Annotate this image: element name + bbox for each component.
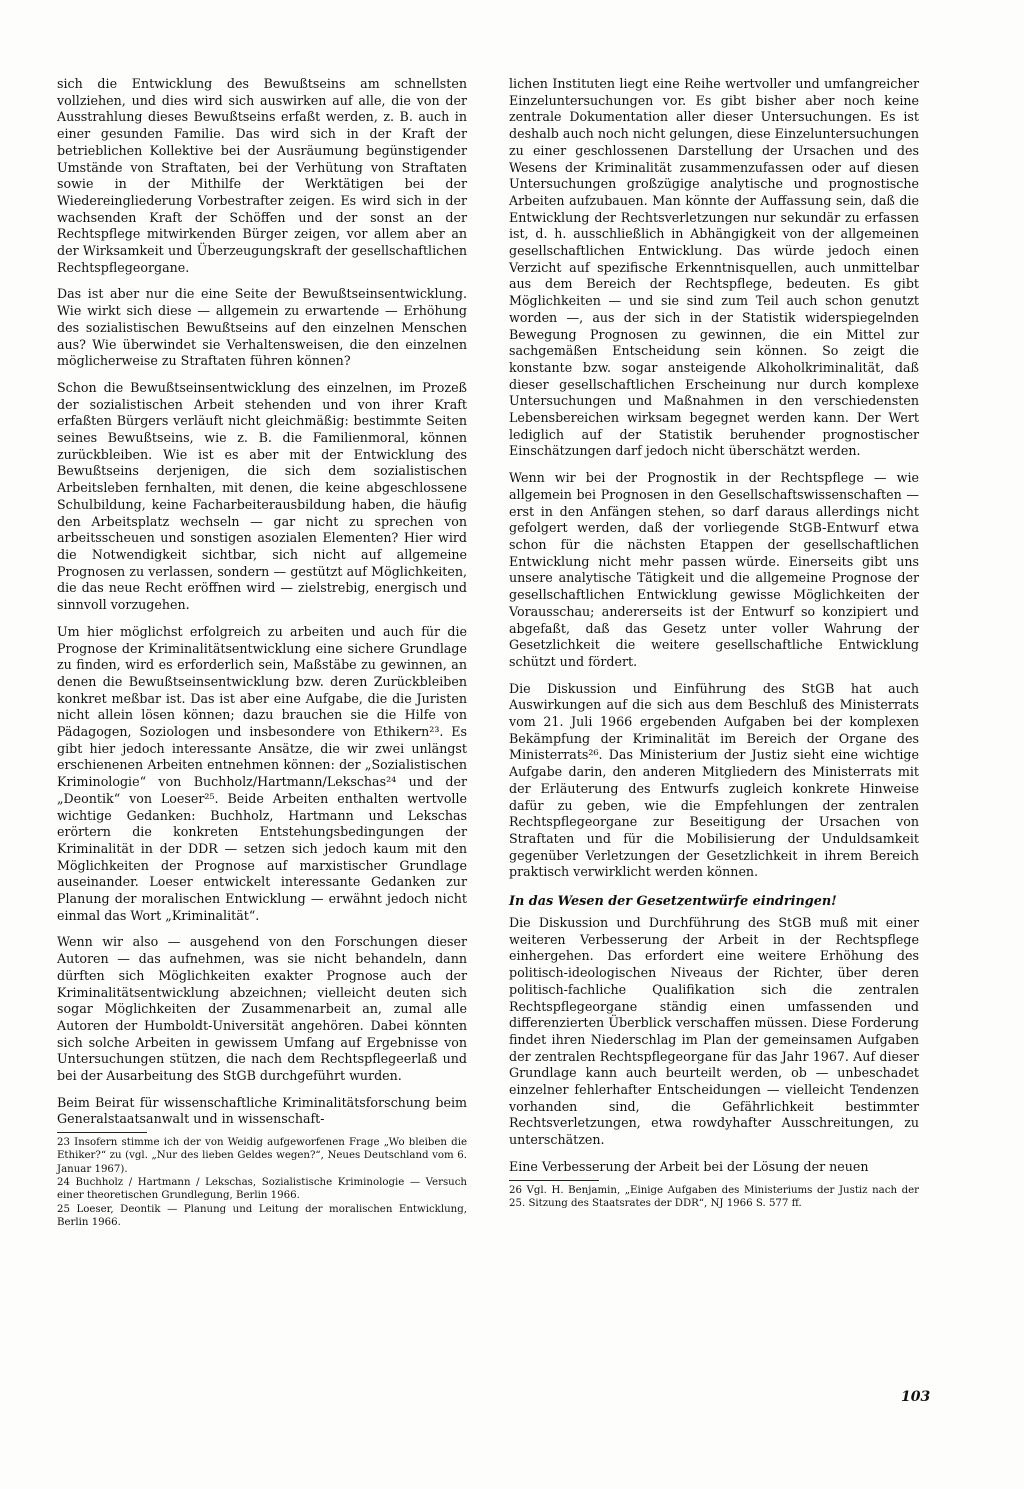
footnote: 23 Insofern stimme ich der von Weidig aufgeworfenen Frage „Wo bleiben die Ethiker?“ zu (vgl. „Nur des lieben Geldes wegen?“, Neues Deutschland vom 6. Januar 1967). (57, 1137, 467, 1175)
footnote: 26 Vgl. H. Benjamin, „Einige Aufgaben des Ministeriums der Justiz nach der 25. Sitzung des Staatsrates der DDR“, NJ 1966 S. 577 ff. (509, 1184, 919, 1209)
body-paragraph: Beim Beirat für wissenschaftliche Kriminalitätsforschung beim Generalstaatsanwalt und in wissenschaft- (57, 1094, 467, 1127)
body-paragraph: lichen Instituten liegt eine Reihe wertvoller und umfangreicher Einzeluntersuchungen vor. Es gibt bisher aber noch keine zentrale Dokumentation aller dieser Untersuchungen. Es ist deshalb auch noch nicht gelungen, diese Einzeluntersuchungen zu einer geschlossenen Darstellung der Ursachen und des Wesens der Kriminalität zusammenzufassen oder auf diesen Untersuchungen großzügige analytische und prognostische Arbeiten aufzubauen. Man könnte der Auffassung sein, daß die Entwicklung der Rechtsverletzungen nur sekundär zu erfassen ist, d. h. ausschließlich in Abhängigkeit von der allgemeinen gesellschaftlichen Entwicklung. Das würde jedoch einen Verzicht auf spezifische Erkenntnisquellen, auch unmittelbar aus dem Bereich der Rechtspflege, bedeuten. Es gibt Möglichkeiten — und sie sind zum Teil auch schon genutzt worden —, aus der sich in der Statistik widerspiegelnden Bewegung Prognosen zu gewinnen, die ein Mittel zur sachgemäßen Entscheidung sein können. So zeigt die konstante bzw. sogar ansteigende Alkoholkriminalität, daß dieser gesellschaftlichen Erscheinung nur durch komplexe Untersuchungen und Maßnahmen in den verschiedensten Lebensbereichen wirksam begegnet werden kann. Der Wert lediglich auf der Statistik beruhender prognostischer Einschätzungen darf jedoch nicht überschätzt werden. (509, 76, 919, 459)
body-paragraph: Schon die Bewußtseinsentwicklung des einzelnen, im Prozeß der sozialistischen Arbeit stehenden und von ihrer Kraft erfaßten Bürgers verläuft nicht gleichmäßig: bestimmte Seiten seines Bewußtseins, wie z. B. die Familienmoral, können zurückbleiben. Wie ist es aber mit der Entwicklung des Bewußtseins derjenigen, die sich dem sozialistischen Arbeitsleben fernhalten, mit denen, die keine abgeschlossene Schulbildung, keine Facharbeiterausbildung haben, die häufig den Arbeitsplatz wechseln — gar nicht zu sprechen von arbeitsscheuen und sonstigen asozialen Elementen? Hier wird die Notwendigkeit sichtbar, sich nicht auf allgemeine Prognosen zu verlassen, sondern — gestützt auf Möglichkeiten, die das neue Recht eröffnen wird — zielstrebig, energisch und sinnvoll vorzugehen. (57, 379, 467, 613)
body-paragraph: Die Diskussion und Durchführung des StGB muß mit einer weiteren Verbesserung der Arbeit in der Rechtspflege einhergehen. Das erfordert eine weitere Erhöhung des politisch-ideologischen Niveaus der Richter, über deren politisch-fachliche Qualifikation sich die zentralen Rechtspflegeorgane ständig einen umfassenden und differenzierten Überblick verschaffen müssen. Diese Forderung findet ihren Niederschlag im Plan der gemeinsamen Aufgaben der zentralen Rechtspflegeorgane für das Jahr 1967. Auf dieser Grundlage kann auch beurteilt werden, ob — unbeschadet einzelner fehlerhafter Entscheidungen — vielleicht Tendenzen vorhanden sind, die Gefährlichkeit bestimmter Rechtsverletzungen, etwa rowdyhafter Ausschreitungen, zu unterschätzen. (509, 915, 919, 1148)
right-column (509, 76, 919, 1210)
footnote: 24 Buchholz / Hartmann / Lekschas, Sozialistische Kriminologie — Versuch einer theoretischen Grundlegung, Berlin 1966. (57, 1177, 467, 1202)
body-paragraph: Um hier möglichst erfolgreich zu arbeiten und auch für die Prognose der Kriminalitätsentwicklung eine sichere Grundlage zu finden, wird es erforderlich sein, Maßstäbe zu gewinnen, an denen die Bewußtseinsentwicklung bzw. deren Zurückbleiben konkret meßbar ist. Das ist aber eine Aufgabe, die die Juristen nicht allein lösen können; dazu brauchen sie die Hilfe von Pädagogen, Soziologen und insbesondere von Ethikern²³. Es gibt hier jedoch interessante Ansätze, die wir zwei unlängst erschienenen Arbeiten entnehmen können: der „Sozialistischen Kriminologie“ von Buchholz/Hartmann/Lekschas²⁴ und der „Deontik“ von Loeser²⁵. Beide Arbeiten enthalten wertvolle wichtige Gedanken: Buchholz, Hartmann und Lekschas erörtern die konkreten Entstehungsbedingungen der Kriminalität in der DDR — setzen sich jedoch kaum mit den Möglichkeiten der Prognose auf marxistischer Grundlage auseinander. Loeser entwickelt interessante Gedanken zur Planung der moralischen Entwicklung — erwähnt jedoch nicht einmal das Wort „Kriminalität“. (57, 623, 467, 923)
body-paragraph: Wenn wir bei der Prognostik in der Rechtspflege — wie allgemein bei Prognosen in den Gesellschaftswissenschaften — erst in den Anfängen stehen, so darf daraus allerdings nicht gefolgert werden, daß der vorliegende StGB-Entwurf etwa schon für die nächsten Etappen der gesellschaftlichen Entwicklung nicht mehr passen würde. Einerseits gibt uns unsere analytische Tätigkeit und die allgemeine Prognose der gesellschaftlichen Entwicklung gewisse Möglichkeiten der Vorausschau; andererseits ist der Entwurf so konzipiert und abgefaßt, daß das Gesetz unter voller Wahrung der Gesetzlichkeit die weitere gesellschaftliche Entwicklung schützt und fördert. (509, 470, 919, 669)
left-column (57, 76, 467, 1229)
footnote: 25 Loeser, Deontik — Planung und Leitung der moralischen Entwicklung, Berlin 1966. (57, 1203, 467, 1228)
section-heading: In das Wesen der Gesetzentwürfe eindringen! (509, 894, 837, 910)
page-number: 103 (901, 1389, 931, 1405)
body-paragraph: Wenn wir also — ausgehend von den Forschungen dieser Autoren — das aufnehmen, was sie nicht behandeln, dann dürften sich Möglichkeiten exakter Prognose auch der Kriminalitätsentwicklung abzeichnen; vielleicht deuten sich sogar Möglichkeiten der Zusammenarbeit an, zumal alle Autoren der Humboldt-Universität angehören. Dabei könnten sich solche Arbeiten in gewissem Umfang auf Ergebnisse von Untersuchungen stützen, die nach dem Rechtspflegeerlaß und bei der Ausarbeitung des StGB durchgeführt wurden. (57, 934, 467, 1084)
body-paragraph: Das ist aber nur die eine Seite der Bewußtseinsentwicklung. Wie wirkt sich diese — allgemein zu erwartende — Erhöhung des sozialistischen Bewußtseins auf den einzelnen Menschen aus? Wie überwindet sie Verhaltensweisen, die den einzelnen möglicherweise zu Straftaten führen können? (57, 286, 467, 369)
body-paragraph: Eine Verbesserung der Arbeit bei der Lösung der neuen (509, 1158, 869, 1174)
body-paragraph: Die Diskussion und Einführung des StGB hat auch Auswirkungen auf die sich aus dem Beschluß des Ministerrats vom 21. Juli 1966 ergebenden Aufgaben bei der komplexen Bekämpfung der Kriminalität im Bereich der Organe des Ministerrats²⁶. Das Ministerium der Justiz sieht eine wichtige Aufgabe darin, den anderen Mitgliedern des Ministerrats mit der Erläuterung des Entwurfs zugleich konkrete Hinweise dafür zu geben, wie die Empfehlungen der zentralen Rechtspflegeorgane zur Beseitigung der Ursachen von Straftaten und für die Mobilisierung der Unduldsamkeit gegenüber Verletzungen der Gesetzlichkeit in ihrem Bereich praktisch verwirklicht werden können. (509, 680, 919, 880)
footnote-divider (57, 1132, 147, 1133)
footnote-divider (509, 1180, 599, 1181)
body-paragraph: sich die Entwicklung des Bewußtseins am schnellsten vollziehen, und dies wird sich auswirken auf alle, die von der Ausstrahlung dieses Bewußtseins erfaßt werden, z. B. auch in einer gesunden Familie. Das wird sich in der Kraft der betrieblichen Kollektive bei der Ausräumung begünstigender Umstände von Straftaten, bei der Verhütung von Straftaten sowie in der Mithilfe der Werktätigen bei der Wiedereingliederung Vorbestrafter zeigen. Es wird sich in der wachsenden Kraft der Schöffen und der sonst an der Rechtspflege mitwirkenden Bürger zeigen, vor allem aber an der Wirksamkeit und Überzeugungskraft der gesellschaftlichen Rechtspflegeorgane. (57, 76, 467, 275)
